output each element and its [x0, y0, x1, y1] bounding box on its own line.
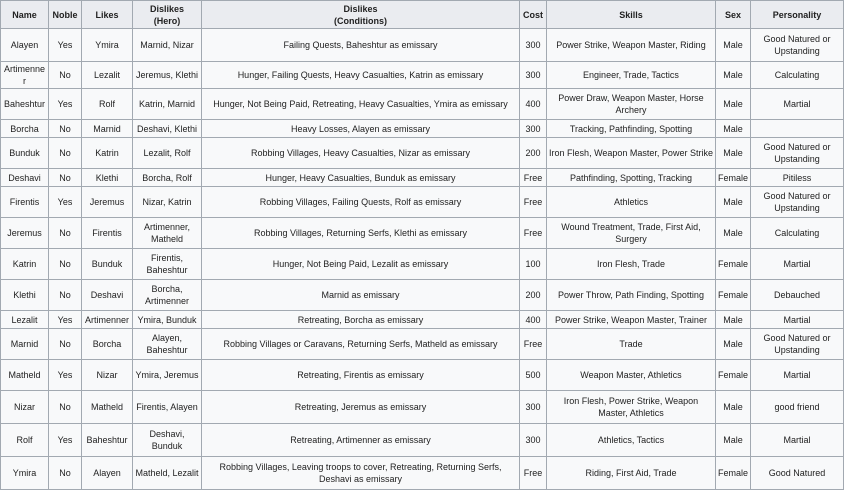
cell-name: Ymira: [1, 457, 49, 490]
cell-dislikes-conditions: Hunger, Not Being Paid, Retreating, Heavy Casualties, Ymira as emissary: [202, 89, 520, 120]
cell-name: Jeremus: [1, 218, 49, 249]
cell-dislikes-conditions: Robbing Villages, Failing Quests, Rolf as emissary: [202, 187, 520, 218]
cell-sex: Male: [716, 424, 751, 457]
cell-sex: Male: [716, 89, 751, 120]
cell-skills: Iron Flesh, Trade: [547, 249, 716, 280]
cell-likes: Marnid: [82, 120, 133, 138]
cell-likes: Alayen: [82, 457, 133, 490]
table-row: [1, 62, 844, 89]
cell-dislikes-conditions: Retreating, Borcha as emissary: [202, 311, 520, 329]
header-dislikes-conditions-line1: Dislikes: [343, 3, 378, 14]
cell-personality: Good Natured or Upstanding: [751, 329, 844, 360]
cell-skills: Power Throw, Path Finding, Spotting: [547, 280, 716, 311]
cell-name: Katrin: [1, 249, 49, 280]
header-skills[interactable]: Skills: [547, 1, 716, 29]
cell-personality: Good Natured or Upstanding: [751, 29, 844, 62]
cell-sex: Male: [716, 138, 751, 169]
cell-dislikes-hero: Deshavi, Klethi: [133, 120, 202, 138]
cell-cost: 200: [520, 280, 547, 311]
cell-cost: 300: [520, 424, 547, 457]
cell-cost: 500: [520, 360, 547, 391]
cell-dislikes-hero: Jeremus, Klethi: [133, 62, 202, 89]
cell-cost: 300: [520, 62, 547, 89]
cell-dislikes-hero: Ymira, Jeremus: [133, 360, 202, 391]
cell-name: Firentis: [1, 187, 49, 218]
cell-personality: good friend: [751, 391, 844, 424]
cell-likes: Lezalit: [82, 62, 133, 89]
cell-likes: Matheld: [82, 391, 133, 424]
cell-likes: Rolf: [82, 89, 133, 120]
cell-dislikes-hero: Ymira, Bunduk: [133, 311, 202, 329]
cell-name: Lezalit: [1, 311, 49, 329]
cell-sex: Male: [716, 218, 751, 249]
cell-dislikes-conditions: Retreating, Firentis as emissary: [202, 360, 520, 391]
cell-sex: Male: [716, 120, 751, 138]
cell-skills: Trade: [547, 329, 716, 360]
cell-noble: Yes: [49, 187, 82, 218]
cell-personality: Martial: [751, 424, 844, 457]
cell-likes: Jeremus: [82, 187, 133, 218]
header-cost[interactable]: Cost: [520, 1, 547, 29]
cell-dislikes-hero: Alayen, Baheshtur: [133, 329, 202, 360]
cell-name: Marnid: [1, 329, 49, 360]
cell-dislikes-hero: Marnid, Nizar: [133, 29, 202, 62]
header-name[interactable]: Name: [1, 1, 49, 29]
cell-noble: Yes: [49, 424, 82, 457]
cell-skills: Pathfinding, Spotting, Tracking: [547, 169, 716, 187]
cell-dislikes-conditions: Hunger, Failing Quests, Heavy Casualties, Katrin as emissary: [202, 62, 520, 89]
cell-dislikes-conditions: Failing Quests, Baheshtur as emissary: [202, 29, 520, 62]
cell-likes: Bunduk: [82, 249, 133, 280]
table-row: [1, 391, 844, 424]
cell-likes: Borcha: [82, 329, 133, 360]
table-row: [1, 187, 844, 218]
header-personality[interactable]: Personality: [751, 1, 844, 29]
header-noble[interactable]: Noble: [49, 1, 82, 29]
cell-noble: No: [49, 120, 82, 138]
cell-likes: Firentis: [82, 218, 133, 249]
cell-dislikes-conditions: Robbing Villages, Leaving troops to cover, Retreating, Returning Serfs, Deshavi as emissary: [202, 457, 520, 490]
cell-name: Baheshtur: [1, 89, 49, 120]
cell-cost: Free: [520, 169, 547, 187]
cell-personality: [751, 120, 844, 138]
table-row: [1, 311, 844, 329]
cell-name: Rolf: [1, 424, 49, 457]
table-row: [1, 280, 844, 311]
cell-cost: 100: [520, 249, 547, 280]
cell-skills: Wound Treatment, Trade, First Aid, Surgery: [547, 218, 716, 249]
cell-personality: Debauched: [751, 280, 844, 311]
cell-cost: 400: [520, 89, 547, 120]
cell-name: Alayen: [1, 29, 49, 62]
cell-cost: 200: [520, 138, 547, 169]
cell-personality: Good Natured or Upstanding: [751, 187, 844, 218]
header-sex[interactable]: Sex: [716, 1, 751, 29]
cell-noble: No: [49, 329, 82, 360]
cell-dislikes-hero: Deshavi, Bunduk: [133, 424, 202, 457]
cell-noble: Yes: [49, 360, 82, 391]
cell-name: Artimenner: [1, 62, 49, 89]
cell-personality: Calculating: [751, 218, 844, 249]
table-row: [1, 29, 844, 62]
cell-sex: Male: [716, 62, 751, 89]
cell-sex: Male: [716, 311, 751, 329]
cell-skills: Iron Flesh, Weapon Master, Power Strike: [547, 138, 716, 169]
cell-skills: Weapon Master, Athletics: [547, 360, 716, 391]
cell-sex: Male: [716, 187, 751, 218]
header-dislikes-hero-line2: (Hero): [153, 15, 181, 26]
cell-likes: Deshavi: [82, 280, 133, 311]
cell-skills: Athletics: [547, 187, 716, 218]
table-row: [1, 249, 844, 280]
cell-likes: Klethi: [82, 169, 133, 187]
table-row: [1, 457, 844, 490]
cell-dislikes-conditions: Hunger, Heavy Casualties, Bunduk as emissary: [202, 169, 520, 187]
cell-personality: Good Natured or Upstanding: [751, 138, 844, 169]
cell-noble: No: [49, 249, 82, 280]
header-row: [1, 1, 844, 29]
header-dislikes-hero-line1: Dislikes: [149, 3, 185, 14]
cell-sex: Female: [716, 360, 751, 391]
cell-dislikes-conditions: Hunger, Not Being Paid, Lezalit as emissary: [202, 249, 520, 280]
cell-sex: Female: [716, 457, 751, 490]
cell-skills: Power Strike, Weapon Master, Riding: [547, 29, 716, 62]
cell-personality: Martial: [751, 311, 844, 329]
cell-likes: Nizar: [82, 360, 133, 391]
cell-skills: Power Draw, Weapon Master, Horse Archery: [547, 89, 716, 120]
cell-likes: Baheshtur: [82, 424, 133, 457]
cell-dislikes-hero: Matheld, Lezalit: [133, 457, 202, 490]
cell-cost: Free: [520, 329, 547, 360]
cell-sex: Male: [716, 329, 751, 360]
cell-cost: 400: [520, 311, 547, 329]
cell-noble: Yes: [49, 89, 82, 120]
cell-dislikes-conditions: Robbing Villages, Returning Serfs, Klethi as emissary: [202, 218, 520, 249]
cell-name: Borcha: [1, 120, 49, 138]
cell-cost: 300: [520, 391, 547, 424]
cell-name: Deshavi: [1, 169, 49, 187]
header-likes[interactable]: Likes: [82, 1, 133, 29]
cell-personality: Martial: [751, 360, 844, 391]
cell-skills: Athletics, Tactics: [547, 424, 716, 457]
cell-dislikes-conditions: Heavy Losses, Alayen as emissary: [202, 120, 520, 138]
cell-skills: Riding, First Aid, Trade: [547, 457, 716, 490]
cell-likes: Katrin: [82, 138, 133, 169]
cell-cost: Free: [520, 457, 547, 490]
cell-noble: No: [49, 62, 82, 89]
cell-dislikes-conditions: Robbing Villages, Heavy Casualties, Nizar as emissary: [202, 138, 520, 169]
cell-sex: Female: [716, 249, 751, 280]
cell-dislikes-hero: Borcha, Artimenner: [133, 280, 202, 311]
table-row: [1, 424, 844, 457]
cell-personality: Pitiless: [751, 169, 844, 187]
cell-sex: Female: [716, 169, 751, 187]
cell-personality: Martial: [751, 89, 844, 120]
cell-skills: Tracking, Pathfinding, Spotting: [547, 120, 716, 138]
header-dislikes-conditions-line2: (Conditions): [334, 15, 387, 26]
table-row: [1, 89, 844, 120]
cell-dislikes-hero: Firentis, Baheshtur: [133, 249, 202, 280]
cell-dislikes-hero: Katrin, Marnid: [133, 89, 202, 120]
cell-name: Bunduk: [1, 138, 49, 169]
cell-dislikes-hero: Lezalit, Rolf: [133, 138, 202, 169]
cell-dislikes-hero: Nizar, Katrin: [133, 187, 202, 218]
cell-noble: No: [49, 457, 82, 490]
cell-likes: Ymira: [82, 29, 133, 62]
cell-dislikes-conditions: Robbing Villages or Caravans, Returning Serfs, Matheld as emissary: [202, 329, 520, 360]
cell-dislikes-conditions: Retreating, Artimenner as emissary: [202, 424, 520, 457]
table-row: [1, 360, 844, 391]
cell-cost: Free: [520, 218, 547, 249]
cell-dislikes-hero: Borcha, Rolf: [133, 169, 202, 187]
table-row: [1, 138, 844, 169]
cell-cost: 300: [520, 120, 547, 138]
cell-likes: Artimenner: [82, 311, 133, 329]
cell-dislikes-hero: Artimenner, Matheld: [133, 218, 202, 249]
cell-sex: Male: [716, 391, 751, 424]
cell-noble: No: [49, 218, 82, 249]
cell-skills: Engineer, Trade, Tactics: [547, 62, 716, 89]
cell-sex: Female: [716, 280, 751, 311]
cell-noble: Yes: [49, 311, 82, 329]
cell-noble: No: [49, 138, 82, 169]
cell-noble: Yes: [49, 29, 82, 62]
cell-name: Klethi: [1, 280, 49, 311]
cell-name: Nizar: [1, 391, 49, 424]
cell-personality: Calculating: [751, 62, 844, 89]
cell-skills: Iron Flesh, Power Strike, Weapon Master, Athletics: [547, 391, 716, 424]
header-dislikes-conditions[interactable]: [202, 1, 520, 29]
cell-noble: No: [49, 280, 82, 311]
table-row: [1, 329, 844, 360]
cell-dislikes-hero: Firentis, Alayen: [133, 391, 202, 424]
cell-noble: No: [49, 391, 82, 424]
cell-noble: No: [49, 169, 82, 187]
table-row: [1, 169, 844, 187]
cell-personality: Good Natured: [751, 457, 844, 490]
cell-cost: Free: [520, 187, 547, 218]
cell-name: Matheld: [1, 360, 49, 391]
table-row: [1, 218, 844, 249]
header-dislikes-hero[interactable]: [133, 1, 202, 29]
cell-personality: Martial: [751, 249, 844, 280]
cell-skills: Power Strike, Weapon Master, Trainer: [547, 311, 716, 329]
cell-sex: Male: [716, 29, 751, 62]
table-row: [1, 120, 844, 138]
cell-dislikes-conditions: Marnid as emissary: [202, 280, 520, 311]
cell-cost: 300: [520, 29, 547, 62]
cell-dislikes-conditions: Retreating, Jeremus as emissary: [202, 391, 520, 424]
